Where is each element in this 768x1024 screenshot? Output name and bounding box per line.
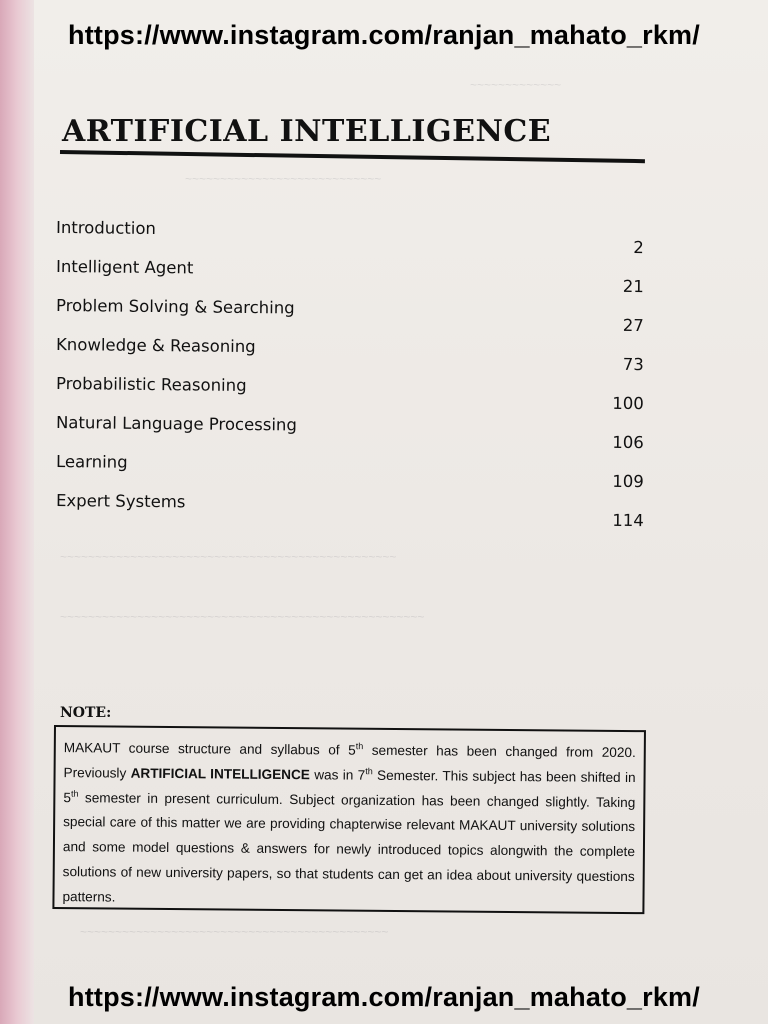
toc-page-number: 114 [612,510,644,531]
watermark-url-top[interactable]: https://www.instagram.com/ranjan_mahato_rkm/ [68,20,700,50]
note-label: NOTE: [60,705,112,721]
table-of-contents [55,210,648,531]
toc-page-number: 100 [612,393,644,414]
page-title: ARTIFICIAL INTELLIGENCE [62,114,552,149]
toc-page-number: 2 [633,238,644,258]
toc-chapter-title: Problem Solving & Searching [55,296,295,318]
toc-row [55,288,648,336]
toc-row [55,483,648,531]
toc-page-number: 109 [612,471,644,492]
toc-row [55,444,648,492]
bleed-through-text: ~~~~~~~~~~~~~~~~~~~~~~~~~~~~ [185,172,382,186]
note-text-part: semester has been changed from 2020. Previously [63,742,636,781]
toc-page-number: 21 [622,276,644,297]
toc-chapter-title: Intelligent Agent [55,257,194,278]
toc-row [55,405,648,453]
toc-page-number: 27 [622,315,644,336]
note-text-part: semester in present curriculum. Subject organization has been changed slightly. Taking special care of this matter we are providing chapterwise relevant MAKAUT university solutions and some model questions & answers for newly introduced topics alongwith the complete solutions of new university papers, so that students can get an idea about university questions patterns. [62,789,636,905]
bleed-through-text: ~~~~~~~~~~~~~~~~~~~~~~~~~~~~~~~~~~~~~~~~~~~~ [80,925,389,939]
bleed-through-text: ~~~~~~~~~~~~~~~~~~~~~~~~~~~~~~~~~~~~~~~~~~~~~~~~ [60,550,397,564]
toc-chapter-title: Knowledge & Reasoning [55,335,256,357]
note-text [62,736,635,915]
page-binding-edge [0,0,34,1024]
bleed-through-text: ~~~~~~~~~~~~~~~~~~~~~~~~~~~~~~~~~~~~~~~~~~~~~~~~~~~~ [60,610,425,624]
toc-row [55,327,648,375]
note-superscript: th [355,741,364,752]
toc-chapter-title: Expert Systems [55,491,186,512]
toc-row [55,210,648,258]
toc-page-number: 73 [622,354,644,375]
toc-chapter-title: Learning [55,452,128,472]
toc-page-number: 106 [612,432,644,453]
note-bold-subject: ARTIFICIAL INTELLIGENCE [130,765,310,783]
note-text-part: Semester. This subject has been shifted in 5 [63,767,636,805]
toc-row [55,366,648,414]
watermark-url-bottom[interactable]: https://www.instagram.com/ranjan_mahato_rkm/ [68,982,700,1012]
toc-row [55,249,648,297]
note-box [52,725,646,914]
note-text-part: MAKAUT course structure and syllabus of 5 [63,740,356,758]
note-text-part: was in 7 [309,767,366,783]
note-superscript: th [365,765,373,777]
bleed-through-text: ~~~~~~~~~~~~~ [470,78,562,92]
toc-chapter-title: Introduction [55,218,157,239]
note-superscript: th [70,788,79,799]
toc-chapter-title: Natural Language Processing [55,413,297,435]
toc-chapter-title: Probabilistic Reasoning [55,374,247,395]
